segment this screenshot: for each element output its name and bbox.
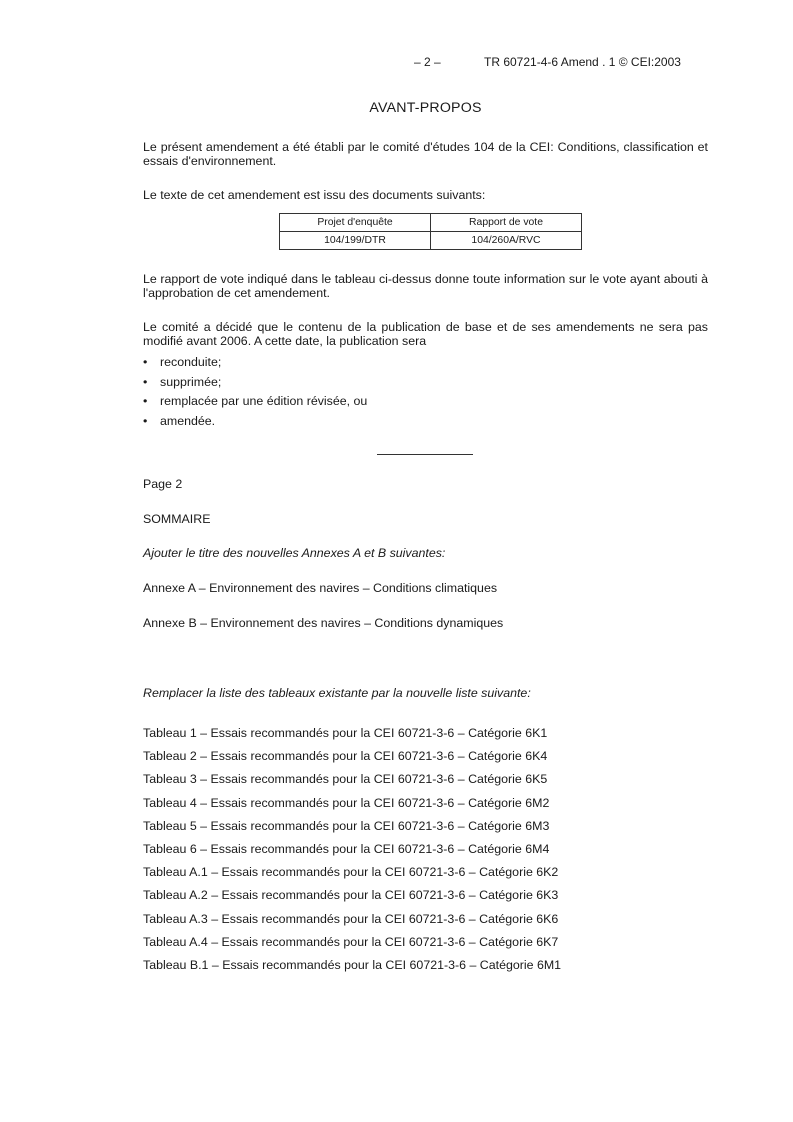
page-title: AVANT-PROPOS: [369, 100, 482, 116]
table-header-cell: Rapport de vote: [431, 214, 582, 232]
list-item: • reconduite;: [143, 353, 708, 373]
table-cell: 104/260A/RVC: [431, 232, 582, 250]
paragraph-vote-report: Le rapport de vote indiqué dans le tableau ci-dessus donne toute information sur le vote ayant abouti à l'approbation de cet amendement.: [143, 272, 708, 300]
bullet-icon: •: [143, 394, 148, 408]
list-item: • supprimée;: [143, 373, 708, 393]
bullet-icon: •: [143, 374, 148, 389]
table-header-row: [280, 214, 582, 232]
list-item: Tableau B.1 – Essais recommandés pour la CEI 60721-3-6 – Catégorie 6M1: [143, 958, 562, 973]
paragraph-documents-intro: Le texte de cet amendement est issu des documents suivants:: [143, 188, 486, 202]
instruction-add-annexes: Ajouter le titre des nouvelles Annexes A et B suivantes:: [143, 546, 446, 560]
list-item: Tableau 3 – Essais recommandés pour la CEI 60721-3-6 – Catégorie 6K5: [143, 772, 548, 787]
list-item: Tableau A.3 – Essais recommandés pour la CEI 60721-3-6 – Catégorie 6K6: [143, 911, 559, 926]
decision-bullet-list: [143, 353, 708, 431]
list-item: Tableau 1 – Essais recommandés pour la CEI 60721-3-6 – Catégorie 6K1: [143, 726, 548, 740]
table-row: [280, 232, 582, 250]
list-item: • amendée.: [143, 412, 708, 432]
annex-b-title: Annexe B – Environnement des navires – Conditions dynamiques: [143, 616, 504, 630]
list-item: Tableau A.4 – Essais recommandés pour la CEI 60721-3-6 – Catégorie 6K7: [143, 934, 559, 949]
section-heading-sommaire: SOMMAIRE: [143, 512, 211, 526]
list-item: Tableau A.2 – Essais recommandés pour la CEI 60721-3-6 – Catégorie 6K3: [143, 888, 559, 903]
list-item: Tableau 5 – Essais recommandés pour la CEI 60721-3-6 – Catégorie 6M3: [143, 818, 550, 833]
page-content: [143, 100, 708, 977]
list-item: Tableau 2 – Essais recommandés pour la CEI 60721-3-6 – Catégorie 6K4: [143, 749, 548, 764]
page-number: – 2 –: [414, 55, 441, 69]
instruction-replace-tables: Remplacer la liste des tableaux existante par la nouvelle liste suivante:: [143, 686, 531, 700]
annex-a-title: Annexe A – Environnement des navires – Conditions climatiques: [143, 581, 498, 595]
list-item: Tableau 4 – Essais recommandés pour la CEI 60721-3-6 – Catégorie 6M2: [143, 795, 550, 810]
section-divider: [377, 454, 473, 455]
table-cell: 104/199/DTR: [280, 232, 431, 250]
table-header-cell: Projet d'enquête: [280, 214, 431, 232]
tables-list: [143, 722, 708, 977]
documents-table: [279, 213, 582, 250]
document-reference: TR 60721-4-6 Amend . 1 © CEI:2003: [484, 55, 681, 69]
paragraph-committee: Le présent amendement a été établi par le comité d'études 104 de la CEI: Conditions, classification et essais d'environnement.: [143, 140, 708, 168]
page-reference: Page 2: [143, 477, 183, 491]
page-header: [0, 55, 793, 71]
list-item: Tableau A.1 – Essais recommandés pour la CEI 60721-3-6 – Catégorie 6K2: [143, 865, 559, 880]
list-item: • remplacée par une édition révisée, ou: [143, 392, 708, 412]
paragraph-committee-decision: Le comité a décidé que le contenu de la publication de base et de ses amendements ne sera pas modifié avant 2006. A cette date, la publication sera: [143, 320, 708, 348]
bullet-icon: •: [143, 413, 148, 428]
list-item: Tableau 6 – Essais recommandés pour la CEI 60721-3-6 – Catégorie 6M4: [143, 842, 550, 857]
bullet-icon: •: [143, 355, 148, 369]
